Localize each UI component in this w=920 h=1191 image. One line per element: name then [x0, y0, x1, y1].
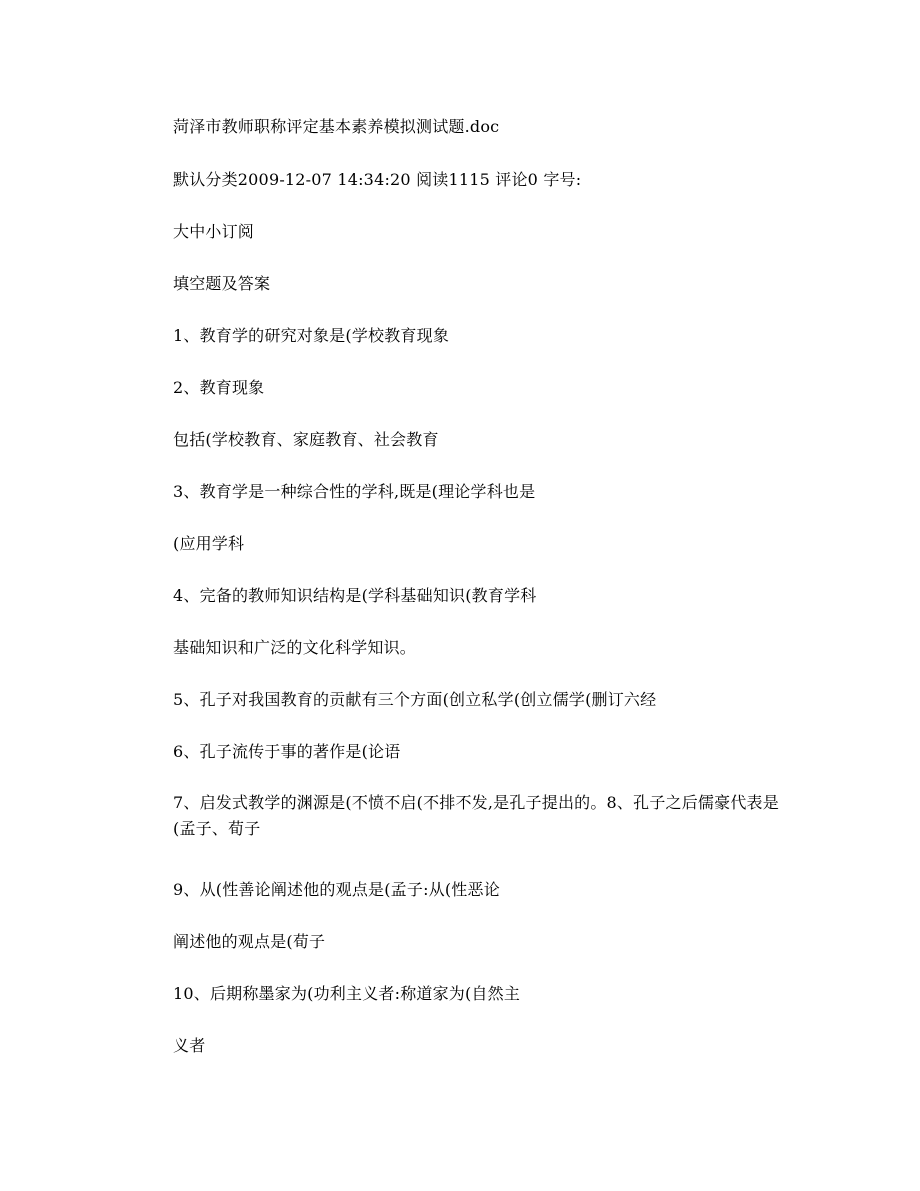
question-line: 7、启发式教学的渊源是(不愤不启(不排不发,是孔子提出的。8、孔子之后儒豪代表是(孟子、荀子 [173, 793, 779, 838]
question-line: 3、教育学是一种综合性的学科,既是(理论学科也是 [173, 482, 536, 501]
section-heading: 填空题及答案 [173, 274, 271, 293]
question-line: (应用学科 [173, 534, 245, 553]
document-title: 菏泽市教师职称评定基本素养模拟测试题.doc [173, 117, 500, 136]
question-line: 9、从(性善论阐述他的观点是(孟子:从(性恶论 [173, 880, 500, 899]
question-line: 包括(学校教育、家庭教育、社会教育 [173, 430, 439, 449]
question-line: 2、教育现象 [173, 378, 265, 397]
question-line: 10、后期称墨家为(功利主义者:称道家为(自然主 [173, 984, 521, 1003]
question-line: 阐述他的观点是(荀子 [173, 932, 326, 951]
question-line: 基础知识和广泛的文化科学知识。 [173, 638, 417, 657]
font-size-options: 大中小订阅 [173, 222, 255, 241]
question-line: 4、完备的教师知识结构是(学科基础知识(教育学科 [173, 586, 537, 605]
document-meta: 默认分类2009-12-07 14:34:20 阅读1115 评论0 字号: [173, 170, 582, 189]
question-line: 义者 [173, 1036, 206, 1055]
question-line: 6、孔子流传于事的著作是(论语 [173, 742, 401, 761]
question-line: 5、孔子对我国教育的贡献有三个方面(创立私学(创立儒学(删订六经 [173, 690, 657, 709]
question-line: 1、教育学的研究对象是(学校教育现象 [173, 326, 450, 345]
